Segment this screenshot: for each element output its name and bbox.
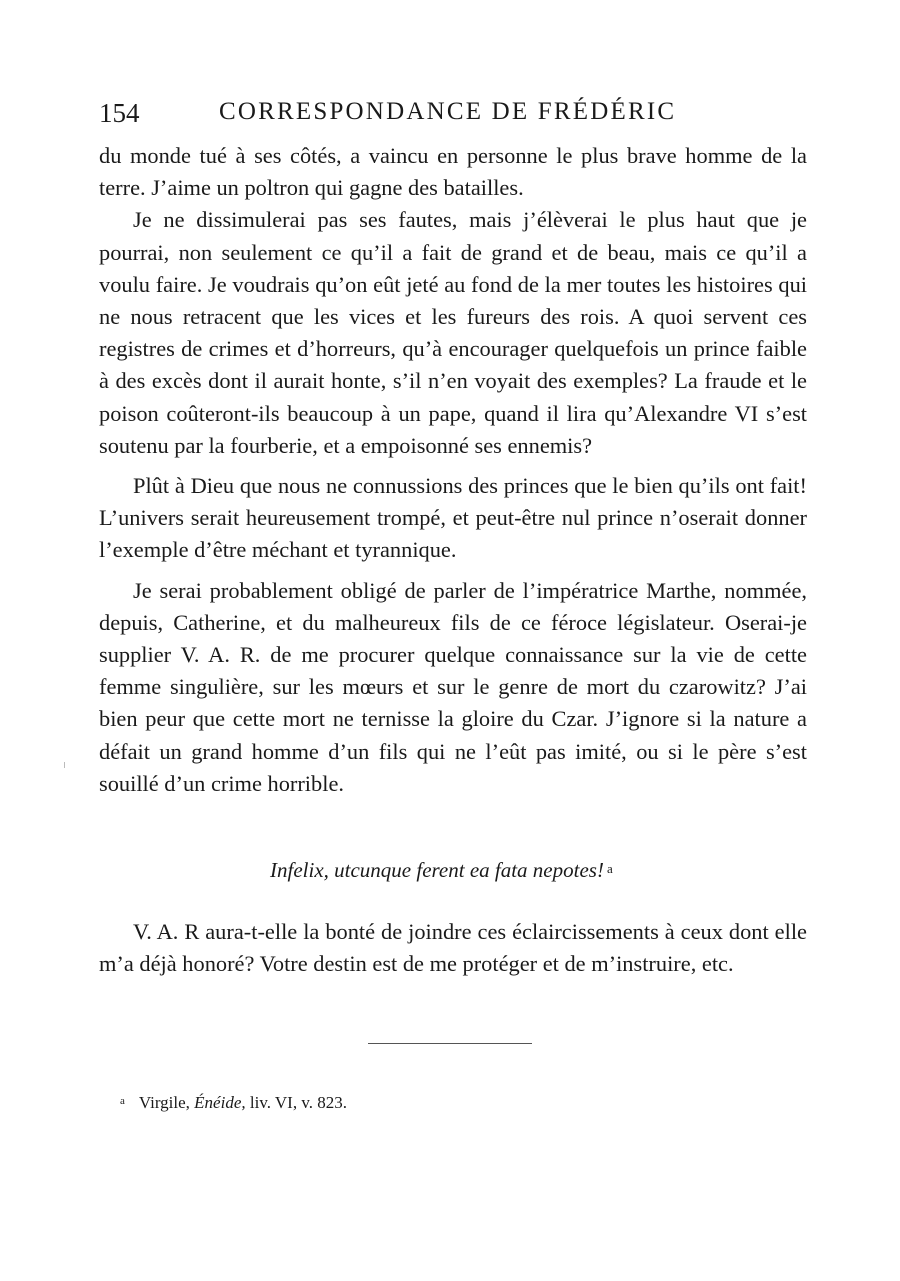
footnote-reference: a — [606, 861, 613, 876]
running-title: CORRESPONDANCE DE FRÉDÉRIC — [219, 98, 677, 125]
footnote-author: Virgile, — [138, 1093, 190, 1112]
paragraph-faults: Je ne dissimulerai pas ses fautes, mais j’élèverai le plus haut que je pourrai, non seulement ce qu’il a fait de grand et de beau, mais ce qu’il a voulu faire. Je voudrais qu’on eût jeté au fond de la mer toutes les histoires qui ne nous retracent que les vices et les fureurs des rois. A quoi servent ces registres de crimes et d’horreurs, qu’à encourager quelquefois un prince faible à des excès dont il aurait honte, s’il n’en voyait des exemples? La fraude et le poison coûteront-ils beaucoup à un pape, quand il lira qu’Alexandre VI s’est soutenu par la fourberie, et a empoisonné ses ennemis? — [99, 207, 807, 458]
closing-paragraph: V. A. R aura-t-elle la bonté de joindre ces éclaircissements à ceux dont elle m’a déjà honoré? Votre destin est de me protéger et de m’instruire, etc. — [99, 919, 807, 977]
paragraph-princes: Plût à Dieu que nous ne connussions des princes que le bien qu’ils ont fait! L’univers serait heureusement trompé, et peut-être nul prince n’oserait donner l’exemple d’être méchant et tyrannique. — [99, 473, 807, 563]
footnote-divider — [368, 1043, 532, 1044]
latin-quotation — [270, 858, 613, 883]
footnote-reference-text: liv. VI, v. 823. — [249, 1093, 347, 1112]
paragraph-empress: Je serai probablement obligé de parler de l’impératrice Marthe, nommée, depuis, Catherine, et du malheureux fils de ce féroce législateur. Oserai-je supplier V. A. R. de me procurer quelque connaissance sur la vie de cette femme singulière, sur les mœurs et sur le genre de mort du czarowitz? J’ai bien peur que cette mort ne ternisse la gloire du Czar. J’ignore si la nature a défait un grand homme d’un fils qui ne l’eût pas imité, ou si le père s’est souillé d’un crime horrible. — [99, 577, 807, 796]
page-number: 154 — [99, 98, 140, 128]
footnote — [120, 1093, 347, 1113]
footnote-mark: a — [120, 1095, 125, 1107]
quotation-text: Infelix, utcunque ferent ea fata nepotes! — [270, 858, 604, 882]
running-head — [99, 96, 807, 132]
body-text — [99, 140, 807, 800]
paper-speck — [64, 762, 65, 768]
footnote-work: Énéide, — [194, 1093, 246, 1112]
paragraph-continued: du monde tué à ses côtés, a vaincu en personne le plus brave homme de la terre. J’aime un poltron qui gagne des batailles. — [99, 143, 807, 201]
